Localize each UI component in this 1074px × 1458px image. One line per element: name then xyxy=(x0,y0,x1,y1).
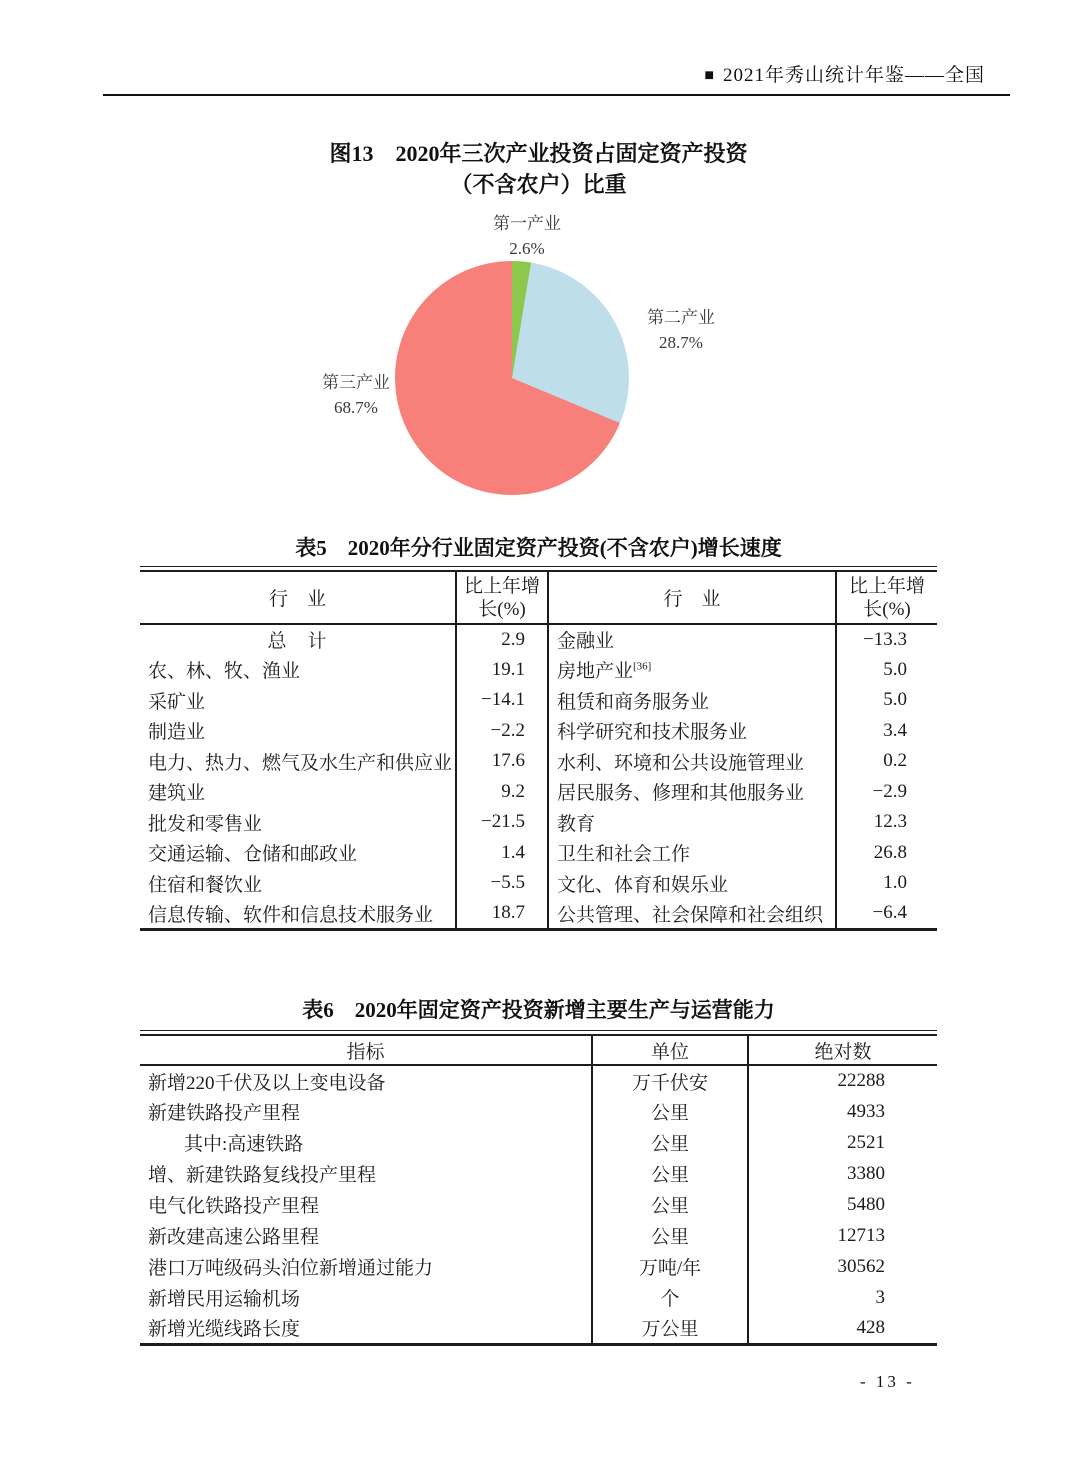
industry-cell: 租赁和商务服务业 xyxy=(548,685,836,716)
figure-title-line1: 图13 2020年三次产业投资占固定资产投资 xyxy=(329,141,748,166)
growth-value-cell: 5.0 xyxy=(836,685,937,716)
growth-value-cell: −13.3 xyxy=(836,624,937,655)
figure-title-line2: （不含农户）比重 xyxy=(450,172,627,197)
table6-header-row xyxy=(140,1035,937,1065)
table6-row xyxy=(140,1189,937,1220)
table5-title: 表5 2020年分行业固定资产投资(不含农户)增长速度 xyxy=(295,536,782,560)
growth-value-cell: 0.2 xyxy=(836,746,937,777)
growth-value-cell: −2.2 xyxy=(456,716,548,747)
figure-title xyxy=(140,138,937,200)
industry-cell: 卫生和社会工作 xyxy=(548,838,836,869)
table6 xyxy=(140,1030,937,1346)
unit-cell: 万千伏安 xyxy=(592,1065,748,1096)
industry-cell: 信息传输、软件和信息技术服务业 xyxy=(148,904,434,926)
header-rule xyxy=(103,94,1010,96)
table5-row xyxy=(140,655,937,686)
pie-label-name: 第一产业 xyxy=(493,214,561,233)
growth-value-cell: −21.5 xyxy=(456,807,548,838)
pie-label-value: 2.6% xyxy=(509,239,545,258)
pie-label-value: 28.7% xyxy=(659,333,703,352)
industry-cell: 文化、体育和娱乐业 xyxy=(548,868,836,899)
growth-value-cell: −5.5 xyxy=(456,868,548,899)
table5-row xyxy=(140,746,937,777)
industry-cell: 水利、环境和公共设施管理业 xyxy=(548,746,836,777)
pie-label-value: 68.7% xyxy=(334,398,378,417)
indicator-cell: 新增光缆线路长度 xyxy=(148,1319,301,1341)
table5-row xyxy=(140,624,937,655)
indicator-cell: 港口万吨级码头泊位新增通过能力 xyxy=(148,1258,434,1279)
indicator-cell: 新增民用运输机场 xyxy=(148,1289,301,1310)
industry-cell: 教育 xyxy=(548,807,836,838)
industry-cell: 采矿业 xyxy=(148,691,206,713)
table6-row xyxy=(140,1158,937,1189)
unit-cell: 公里 xyxy=(592,1096,748,1127)
indicator-cell: 其中:高速铁路 xyxy=(184,1134,304,1155)
col-header-absolute: 绝对数 xyxy=(748,1035,937,1065)
indicator-cell: 增、新建铁路复线投产里程 xyxy=(148,1165,377,1186)
absolute-value-cell: 4933 xyxy=(748,1096,937,1127)
table6-body xyxy=(140,1065,937,1344)
growth-value-cell: −2.9 xyxy=(836,777,937,808)
unit-cell: 公里 xyxy=(592,1127,748,1158)
growth-value-cell: −14.1 xyxy=(456,685,548,716)
industry-cell: 建筑业 xyxy=(148,783,206,805)
absolute-value-cell: 3 xyxy=(748,1282,937,1313)
industry-cell: 总 计 xyxy=(267,631,328,653)
table5-row xyxy=(140,868,937,899)
table5-row xyxy=(140,899,937,930)
indicator-cell: 新增220千伏及以上变电设备 xyxy=(148,1072,386,1094)
industry-cell: 制造业 xyxy=(148,722,206,744)
unit-cell: 公里 xyxy=(592,1189,748,1220)
table5 xyxy=(140,566,937,931)
absolute-value-cell: 12713 xyxy=(748,1220,937,1251)
absolute-value-cell: 428 xyxy=(748,1313,937,1344)
table5-header-row xyxy=(140,571,937,624)
page-header-title: 2021年秀山统计年鉴——全国 xyxy=(722,65,985,86)
growth-value-cell: 1.0 xyxy=(836,868,937,899)
table6-row xyxy=(140,1096,937,1127)
table6-row xyxy=(140,1220,937,1251)
industry-cell: 农、林、牧、渔业 xyxy=(148,661,301,683)
pie-label-name: 第三产业 xyxy=(322,373,390,392)
absolute-value-cell: 22288 xyxy=(748,1065,937,1096)
industry-cell: 批发和零售业 xyxy=(148,813,263,835)
growth-value-cell: 5.0 xyxy=(836,655,937,686)
pie-label-name: 第二产业 xyxy=(647,308,715,327)
square-marker-icon: ■ xyxy=(704,67,715,84)
industry-cell: 居民服务、修理和其他服务业 xyxy=(548,777,836,808)
col-header-industry: 行 业 xyxy=(548,571,836,624)
pie-chart xyxy=(395,261,629,495)
table6-title: 表6 2020年固定资产投资新增主要生产与运营能力 xyxy=(302,998,775,1022)
col-header-industry: 行 业 xyxy=(140,571,456,624)
table6-row xyxy=(140,1282,937,1313)
industry-cell: 房地产业[36] xyxy=(548,655,836,686)
table5-row xyxy=(140,716,937,747)
footnote-reference: [36] xyxy=(633,660,652,673)
table6-row xyxy=(140,1313,937,1344)
unit-cell: 万吨/年 xyxy=(592,1251,748,1282)
table6-row xyxy=(140,1251,937,1282)
unit-cell: 个 xyxy=(592,1282,748,1313)
table5-row xyxy=(140,807,937,838)
industry-cell: 交通运输、仓储和邮政业 xyxy=(148,844,358,866)
unit-cell: 万公里 xyxy=(592,1313,748,1344)
growth-value-cell: −6.4 xyxy=(836,899,937,930)
growth-value-cell: 26.8 xyxy=(836,838,937,869)
col-header-unit: 单位 xyxy=(592,1035,748,1065)
growth-value-cell: 1.4 xyxy=(456,838,548,869)
growth-value-cell: 2.9 xyxy=(456,624,548,655)
absolute-value-cell: 2521 xyxy=(748,1127,937,1158)
growth-value-cell: 3.4 xyxy=(836,716,937,747)
absolute-value-cell: 30562 xyxy=(748,1251,937,1282)
indicator-cell: 新建铁路投产里程 xyxy=(148,1103,301,1124)
table6-row xyxy=(140,1065,937,1096)
industry-cell: 金融业 xyxy=(548,624,836,655)
pie-label-primary-industry xyxy=(462,211,592,261)
unit-cell: 公里 xyxy=(592,1158,748,1189)
indicator-cell: 电气化铁路投产里程 xyxy=(148,1196,320,1217)
indicator-cell: 新改建高速公路里程 xyxy=(148,1227,320,1248)
industry-cell: 电力、热力、燃气及水生产和供应业 xyxy=(148,752,453,774)
industry-cell: 住宿和餐饮业 xyxy=(148,874,263,896)
col-header-indicator: 指标 xyxy=(140,1035,592,1065)
col-header-growth: 比上年增 长(%) xyxy=(836,571,937,624)
absolute-value-cell: 5480 xyxy=(748,1189,937,1220)
table5-body xyxy=(140,624,937,929)
pie-label-secondary-industry xyxy=(616,305,746,355)
growth-value-cell: 18.7 xyxy=(456,899,548,930)
page-number: - 13 - xyxy=(860,1372,915,1391)
growth-value-cell: 12.3 xyxy=(836,807,937,838)
absolute-value-cell: 3380 xyxy=(748,1158,937,1189)
col-header-growth: 比上年增 长(%) xyxy=(456,571,548,624)
industry-cell: 公共管理、社会保障和社会组织 xyxy=(548,899,836,930)
growth-value-cell: 19.1 xyxy=(456,655,548,686)
table5-row xyxy=(140,685,937,716)
table6-row xyxy=(140,1127,937,1158)
unit-cell: 公里 xyxy=(592,1220,748,1251)
table5-row xyxy=(140,838,937,869)
table5-row xyxy=(140,777,937,808)
pie-label-tertiary-industry xyxy=(291,370,421,420)
growth-value-cell: 9.2 xyxy=(456,777,548,808)
page-header xyxy=(704,60,985,87)
growth-value-cell: 17.6 xyxy=(456,746,548,777)
industry-cell: 科学研究和技术服务业 xyxy=(548,716,836,747)
